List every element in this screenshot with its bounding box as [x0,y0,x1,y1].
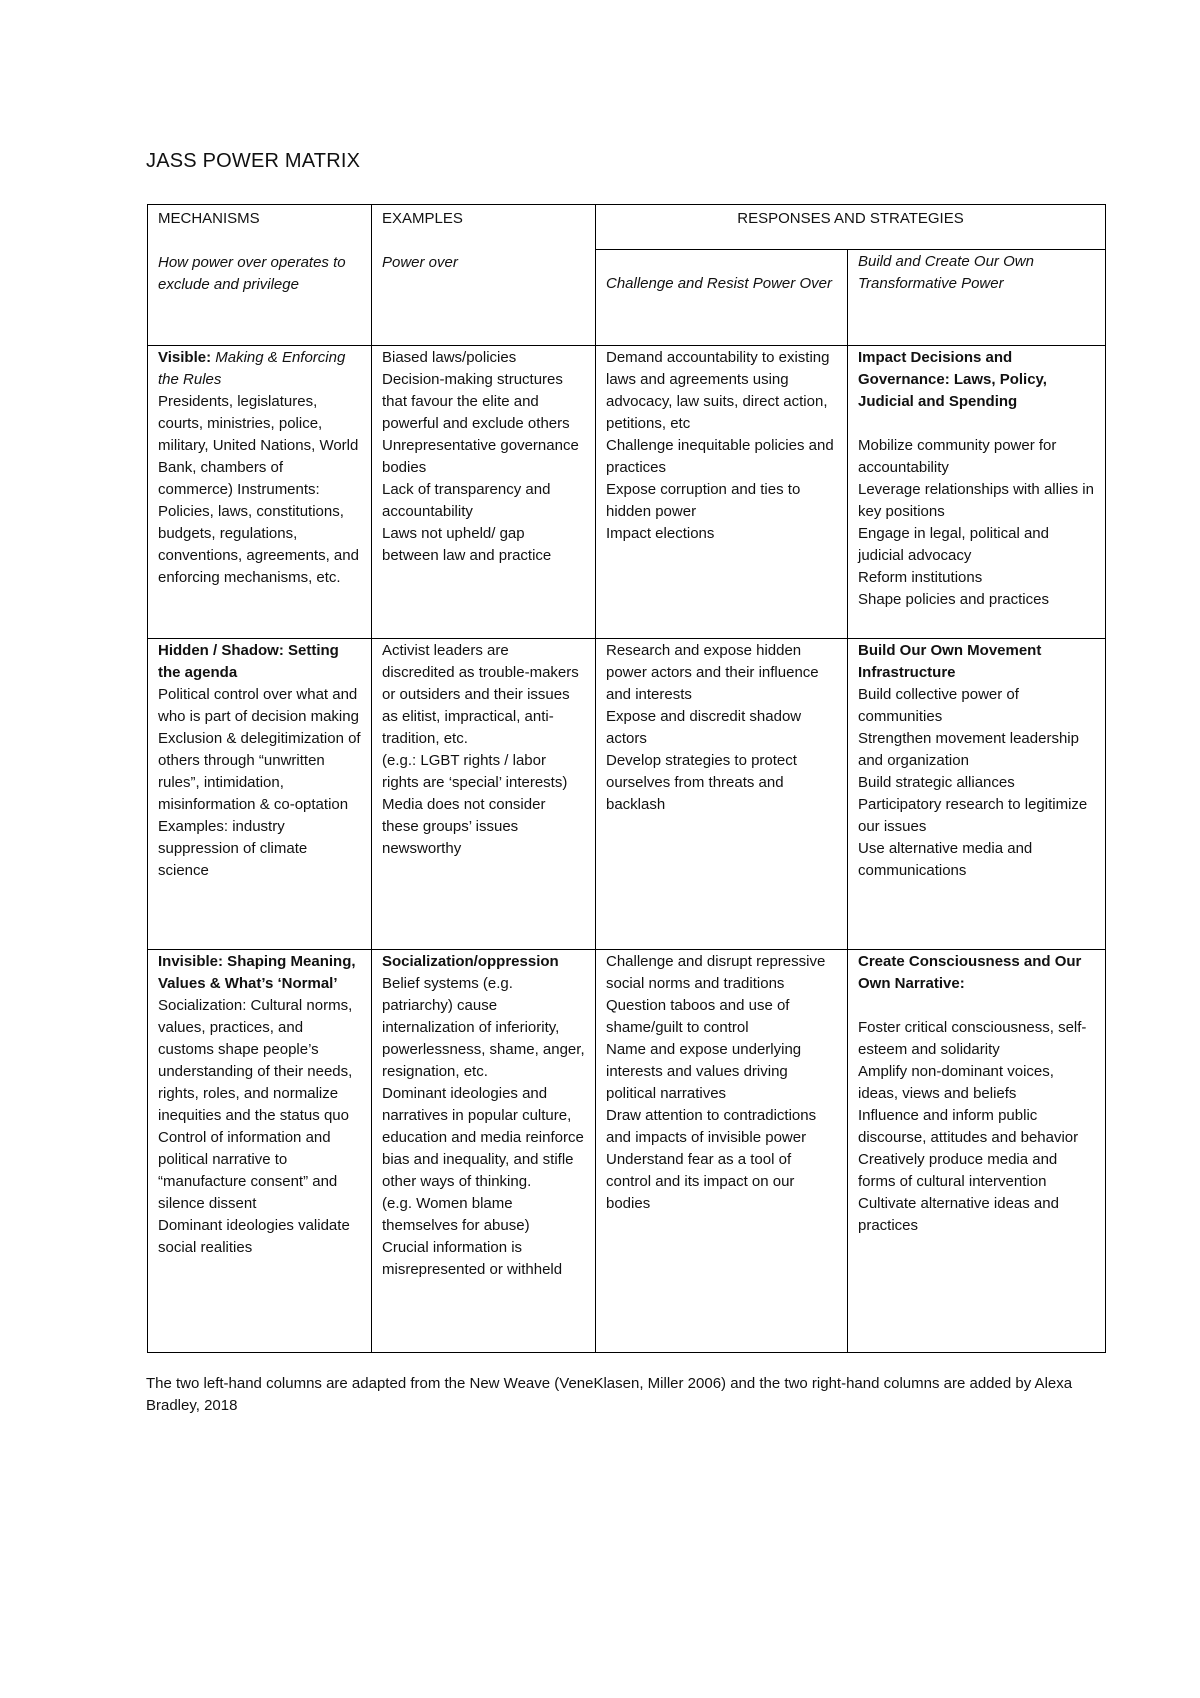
mechanism-cell [148,639,372,950]
header-mechanisms-sub: How power over operates to exclude and privilege [158,254,346,293]
example-item: Media does not consider these groups’ issues newsworthy [382,796,546,857]
example-item: (e.g.: LGBT rights / labor rights are ‘special’ interests) [382,752,568,791]
example-item: Crucial information is misrepresented or withheld [382,1239,563,1278]
header-row [148,205,1106,250]
mechanism-cell [148,346,372,639]
table-row-hidden [148,639,1106,950]
mechanism-text: Socialization: Cultural norms, values, practices, and customs shape people’s understanding of their needs, rights, roles, and normalize inequities and the status quo [158,997,353,1124]
mechanism-text: Examples: industry suppression of climate science [158,818,308,879]
example-item: Laws not upheld/ gap between law and practice [382,525,552,564]
challenge-item: Draw attention to contradictions and impacts of invisible power [606,1107,817,1146]
challenge-cell [596,950,848,1353]
example-item: Biased laws/policies [382,349,517,366]
build-item: Use alternative media and communications [858,840,1033,879]
mechanism-text: Control of information and political narrative to “manufacture consent” and silence dissent [158,1129,338,1212]
build-item: Cultivate alternative ideas and practices [858,1195,1059,1234]
build-heading: Build Our Own Movement Infrastructure [858,642,1042,681]
mechanism-text: Exclusion & delegitimization of others through “unwritten rules”, intimidation, misinformation & co-optation [158,730,361,813]
example-item: (e.g. Women blame themselves for abuse) [382,1195,530,1234]
example-item: Dominant ideologies and narratives in popular culture, education and media reinforce bias and inequality, and stifle other ways of thinking. [382,1085,584,1190]
header-examples [372,205,596,346]
challenge-item: Question taboos and use of shame/guilt to control [606,997,790,1036]
challenge-item: Research and expose hidden power actors and their influence and interests [606,642,819,703]
header-build [848,250,1106,346]
build-cell [848,639,1106,950]
build-item: Engage in legal, political and judicial advocacy [858,525,1049,564]
header-examples-label: EXAMPLES [382,210,463,227]
build-item: Creatively produce media and forms of cultural intervention [858,1151,1058,1190]
build-item: Participatory research to legitimize our issues [858,796,1088,835]
build-item: Build strategic alliances [858,774,1015,791]
build-item: Leverage relationships with allies in key positions [858,481,1094,520]
header-mechanisms-label: MECHANISMS [158,210,260,227]
build-item: Build collective power of communities [858,686,1019,725]
challenge-item: Demand accountability to existing laws and agreements using advocacy, law suits, direct action, petitions, etc [606,349,830,432]
example-item: Activist leaders are discredited as trouble-makers or outsiders and their issues as elitist, impractical, anti-tradition, etc. [382,642,579,747]
build-heading: Create Consciousness and Our Own Narrative: [858,953,1082,992]
build-item: Influence and inform public discourse, attitudes and behavior [858,1107,1079,1146]
challenge-cell [596,346,848,639]
header-challenge [596,250,848,346]
challenge-item: Understand fear as a tool of control and its impact on our bodies [606,1151,795,1212]
example-item: Lack of transparency and accountability [382,481,551,520]
build-item: Strengthen movement leadership and organization [858,730,1079,769]
mechanism-text: Dominant ideologies validate social realities [158,1217,350,1256]
mechanism-text: Political control over what and who is part of decision making [158,686,359,725]
power-matrix-table [147,204,1106,1353]
example-item: Belief systems (e.g. patriarchy) cause internalization of inferiority, powerlessness, shame, anger, resignation, etc. [382,975,585,1080]
example-item: Unrepresentative governance bodies [382,437,579,476]
header-responses [596,205,1106,250]
build-item: Shape policies and practices [858,591,1049,608]
build-item: Reform institutions [858,569,983,586]
build-cell [848,950,1106,1353]
mechanism-heading-italic: Making & Enforcing the Rules [158,349,346,388]
challenge-item: Expose and discredit shadow actors [606,708,802,747]
build-item: Foster critical consciousness, self-esteem and solidarity [858,1019,1087,1058]
examples-heading: Socialization/oppression [382,953,559,970]
build-heading: Impact Decisions and Governance: Laws, Policy, Judicial and Spending [858,349,1047,410]
mechanism-heading: Visible: [158,349,216,366]
header-examples-sub: Power over [382,254,458,271]
mechanism-heading: Invisible: Shaping Meaning, Values & What’s ‘Normal’ [158,953,356,992]
challenge-item: Expose corruption and ties to hidden power [606,481,801,520]
header-responses-label: RESPONSES AND STRATEGIES [737,210,964,227]
header-mechanisms [148,205,372,346]
challenge-item: Name and expose underlying interests and values driving political narratives [606,1041,802,1102]
challenge-cell [596,639,848,950]
examples-cell [372,346,596,639]
build-cell [848,346,1106,639]
examples-cell [372,639,596,950]
challenge-item: Challenge and disrupt repressive social norms and traditions [606,953,826,992]
table-row-invisible [148,950,1106,1353]
challenge-item: Impact elections [606,525,715,542]
challenge-item: Develop strategies to protect ourselves from threats and backlash [606,752,797,813]
build-item: Mobilize community power for accountability [858,437,1057,476]
challenge-item: Challenge inequitable policies and practices [606,437,834,476]
header-build-label: Build and Create Our Own Transformative Power [858,253,1034,293]
footnote: The two left-hand columns are adapted from the New Weave (VeneKlasen, Miller 2006) and the two right-hand columns are added by Alexa Bradley, 2018 [146,1375,1073,1414]
example-item: Decision-making structures that favour the elite and powerful and exclude others [382,371,570,432]
mechanism-cell [148,950,372,1353]
header-challenge-label: Challenge and Resist Power Over [606,275,832,293]
mechanism-heading: Hidden / Shadow: Setting the agenda [158,642,339,681]
examples-cell [372,950,596,1353]
build-item: Amplify non-dominant voices, ideas, views and beliefs [858,1063,1054,1102]
table-row-visible [148,346,1106,639]
document-title: JASS POWER MATRIX [146,150,361,172]
mechanism-text: Presidents, legislatures, courts, ministries, police, military, United Nations, World Bank, chambers of commerce) Instruments: Policies, laws, constitutions, budgets, regulations, conventions, agreements, and enforcing mechanisms, etc. [158,393,359,586]
